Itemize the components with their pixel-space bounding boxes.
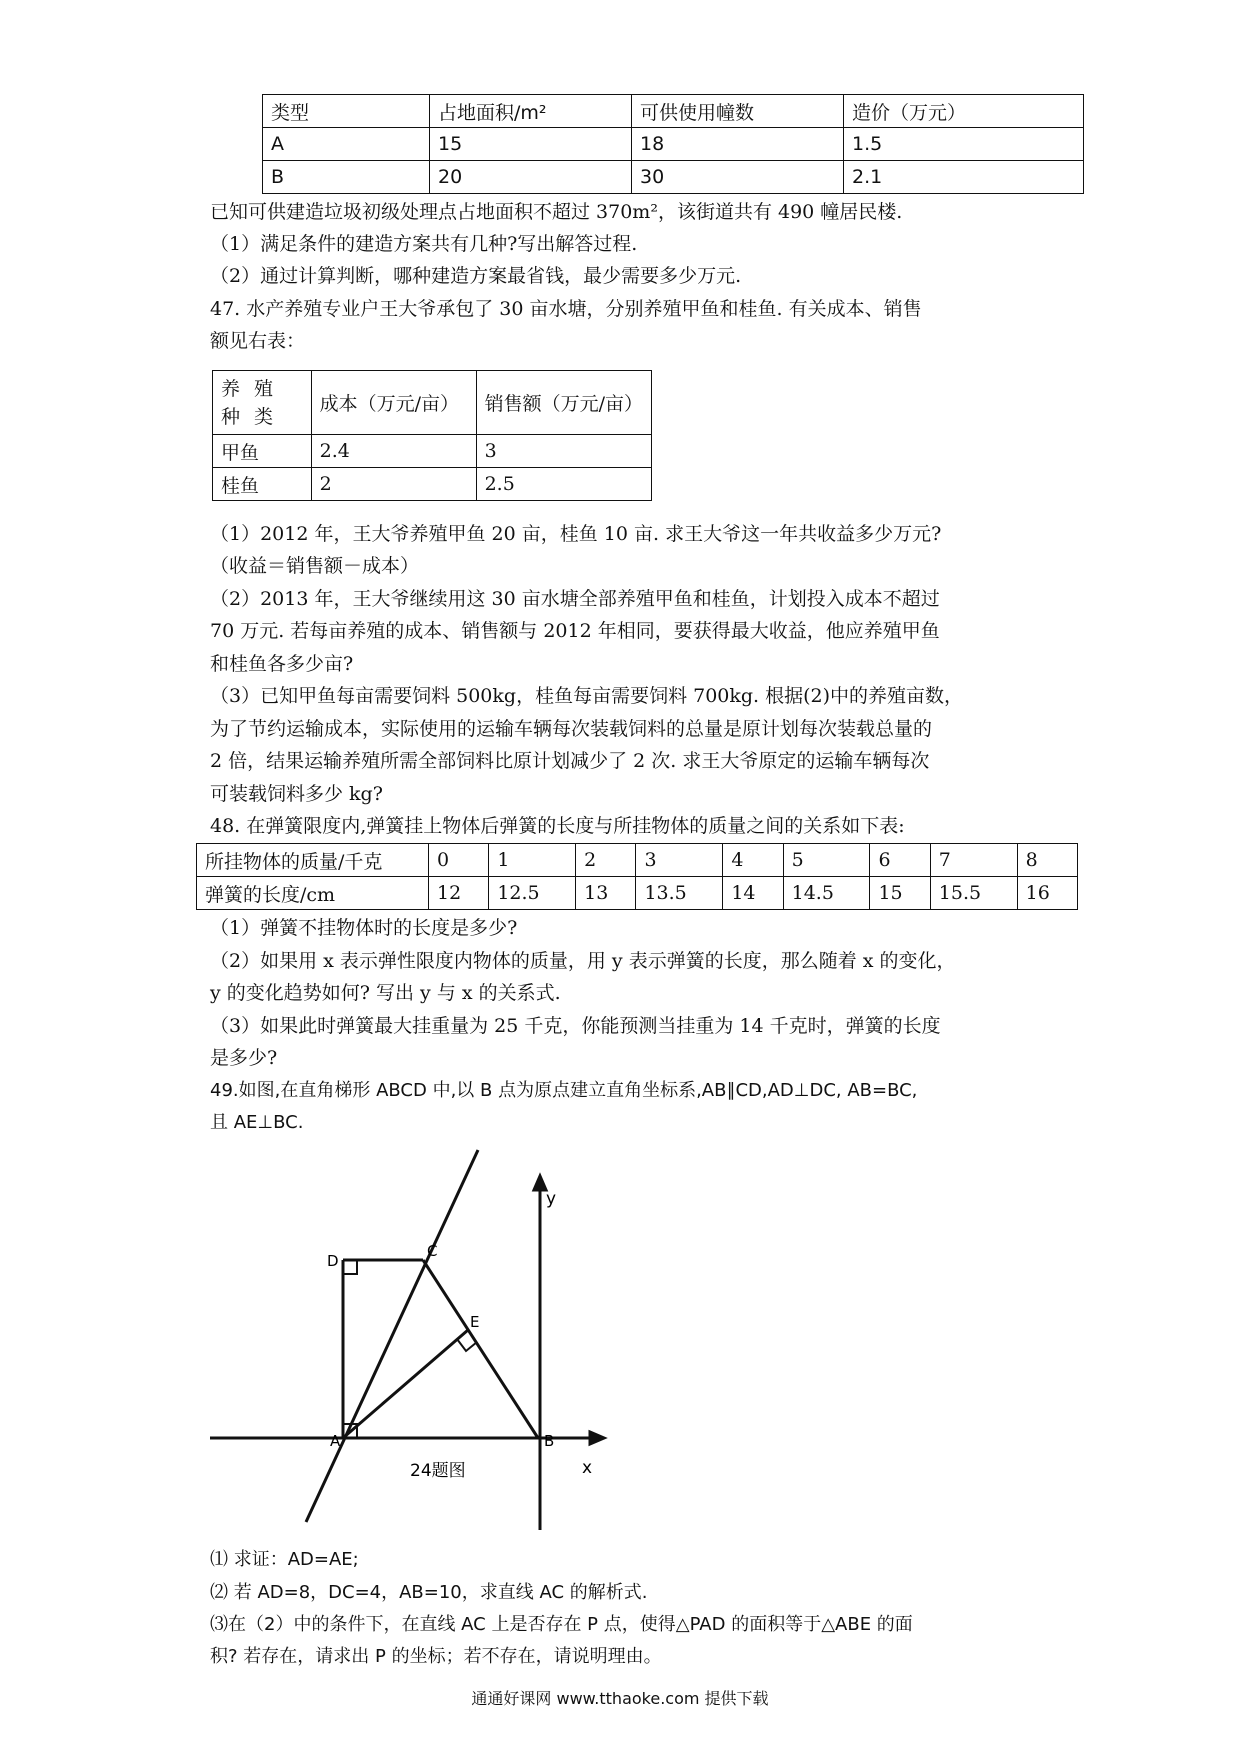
p48-stem: 48. 在弹簧限度内,弹簧挂上物体后弹簧的长度与所挂物体的质量之间的关系如下表:: [210, 815, 905, 837]
table-header-cell: 可供使用幢数: [632, 95, 844, 128]
figure-caption: 24题图: [410, 1461, 466, 1481]
table-cell: 2: [576, 844, 636, 877]
y-axis-arrow: [534, 1176, 546, 1190]
table-cell: 13: [576, 877, 636, 910]
table-cell: 2: [311, 468, 476, 501]
table-cell: 桂鱼: [213, 468, 312, 501]
p47-question-3: 2 倍，结果运输养殖所需全部饲料比原计划减少了 2 次. 求王大爷原定的运输车辆每次: [210, 750, 930, 772]
table-cell: 2.1: [844, 161, 1084, 194]
p47-question-3: （3）已知甲鱼每亩需要饲料 500kg，桂鱼每亩需要饲料 700kg. 根据(2)中的养殖亩数，: [210, 685, 964, 707]
p47-question-2: （2）2013 年，王大爷继续用这 30 亩水塘全部养殖甲鱼和桂鱼，计划投入成本不超过: [210, 588, 940, 610]
table-cell: A: [263, 128, 430, 161]
p47-question-1: （1）2012 年，王大爷养殖甲鱼 20 亩，桂鱼 10 亩. 求王大爷这一年共收益多少万元?: [210, 523, 942, 545]
table-cell: 6: [870, 844, 930, 877]
p48-question-2: （2）如果用 x 表示弹性限度内物体的质量，用 y 表示弹簧的长度，那么随着 x 的变化，: [210, 950, 956, 972]
table-cell: 2.5: [476, 468, 651, 501]
table-cell: 4: [723, 844, 783, 877]
table-cell: 15: [430, 128, 632, 161]
table-header-cell: 销售额（万元/亩）: [476, 371, 651, 435]
segment-ae: [343, 1330, 468, 1438]
table-cell: 3: [636, 844, 723, 877]
p48-question-1: （1）弹簧不挂物体时的长度是多少?: [210, 917, 518, 939]
p46-question-2: （2）通过计算判断，哪种建造方案最省钱，最少需要多少万元.: [210, 265, 742, 287]
table-cell: 13.5: [636, 877, 723, 910]
label-c: C: [427, 1242, 438, 1260]
p46-question-1: （1）满足条件的建造方案共有几种?写出解答过程.: [210, 233, 638, 255]
label-e: E: [470, 1313, 480, 1331]
table-cell: 3: [476, 435, 651, 468]
label-y: y: [546, 1189, 557, 1209]
label-a: A: [330, 1432, 341, 1450]
right-angle-d: [343, 1260, 357, 1274]
table-header-cell: 占地面积/m²: [430, 95, 632, 128]
p47-stem-line: 额见右表：: [210, 330, 306, 352]
p49-question-3: ⑶在（2）中的条件下，在直线 AC 上是否存在 P 点，使得△PAD 的面积等于△ABE 的面: [210, 1614, 913, 1635]
table-header-cell: 养 殖 种 类: [213, 371, 312, 435]
table-cell: 16: [1017, 877, 1077, 910]
table-cell: 8: [1017, 844, 1077, 877]
table-header-cell: 造价（万元）: [844, 95, 1084, 128]
table-cell: B: [263, 161, 430, 194]
p48-question-2: y 的变化趋势如何? 写出 y 与 x 的关系式.: [210, 982, 561, 1004]
p46-stem: 已知可供建造垃圾初级处理点占地面积不超过 370m²，该街道共有 490 幢居民楼.: [210, 201, 903, 223]
p49-question-1: ⑴ 求证：AD=AE;: [210, 1549, 359, 1570]
table-cell: 14: [723, 877, 783, 910]
table-cell: 1.5: [844, 128, 1084, 161]
p49-stem: 且 AE⊥BC.: [210, 1112, 304, 1133]
table-cell: 12.5: [489, 877, 576, 910]
p48-question-3: 是多少?: [210, 1047, 278, 1069]
p48-question-3: （3）如果此时弹簧最大挂重量为 25 千克，你能预测当挂重为 14 千克时，弹簧的长度: [210, 1015, 941, 1037]
table-cell: 甲鱼: [213, 435, 312, 468]
table-header-cell: 类型: [263, 95, 430, 128]
table-cell: 7: [930, 844, 1017, 877]
table-cell: 1: [489, 844, 576, 877]
table-cell: 18: [632, 128, 844, 161]
table-cell: 0: [429, 844, 489, 877]
table-cell: 5: [783, 844, 870, 877]
p47-question-3: 可装载饲料多少 kg?: [210, 783, 383, 805]
p47-question-2: 和桂鱼各多少亩?: [210, 653, 354, 675]
segment-cb: [423, 1260, 538, 1438]
p47-question-2: 70 万元. 若每亩养殖的成本、销售额与 2012 年相同，要获得最大收益，他应养殖甲鱼: [210, 620, 940, 642]
p47-question-3: 为了节约运输成本，实际使用的运输车辆每次装载饲料的总量是原计划每次装载总量的: [210, 718, 933, 740]
label-b: B: [544, 1432, 555, 1450]
table-cell: 2.4: [311, 435, 476, 468]
table-cell: 14.5: [783, 877, 870, 910]
x-axis-arrow: [590, 1432, 604, 1444]
label-d: D: [327, 1252, 339, 1270]
table-cell: 15.5: [930, 877, 1017, 910]
page-footer: 通通好课网 www.tthaoke.com 提供下载: [471, 1689, 769, 1708]
p47-stem-line: 47. 水产养殖专业户王大爷承包了 30 亩水塘，分别养殖甲鱼和桂鱼. 有关成本、销售: [210, 298, 922, 320]
table-cell: 30: [632, 161, 844, 194]
p49-question-3: 积? 若存在，请求出 P 的坐标；若不存在，请说明理由。: [210, 1646, 662, 1667]
p47-question-1-note: （收益＝销售额－成本）: [210, 555, 420, 577]
table-cell: 15: [870, 877, 930, 910]
label-x: x: [582, 1458, 593, 1478]
p49-question-2: ⑵ 若 AD=8，DC=4，AB=10，求直线 AC 的解析式.: [210, 1582, 648, 1603]
table-row-label: 所挂物体的质量/千克: [197, 844, 429, 877]
table-cell: 20: [430, 161, 632, 194]
p49-stem: 49.如图,在直角梯形 ABCD 中,以 B 点为原点建立直角坐标系,AB∥CD,AD⊥DC, AB=BC,: [210, 1080, 918, 1101]
table-row-label: 弹簧的长度/cm: [197, 877, 429, 910]
table-header-cell: 成本（万元/亩）: [311, 371, 476, 435]
table-cell: 12: [429, 877, 489, 910]
